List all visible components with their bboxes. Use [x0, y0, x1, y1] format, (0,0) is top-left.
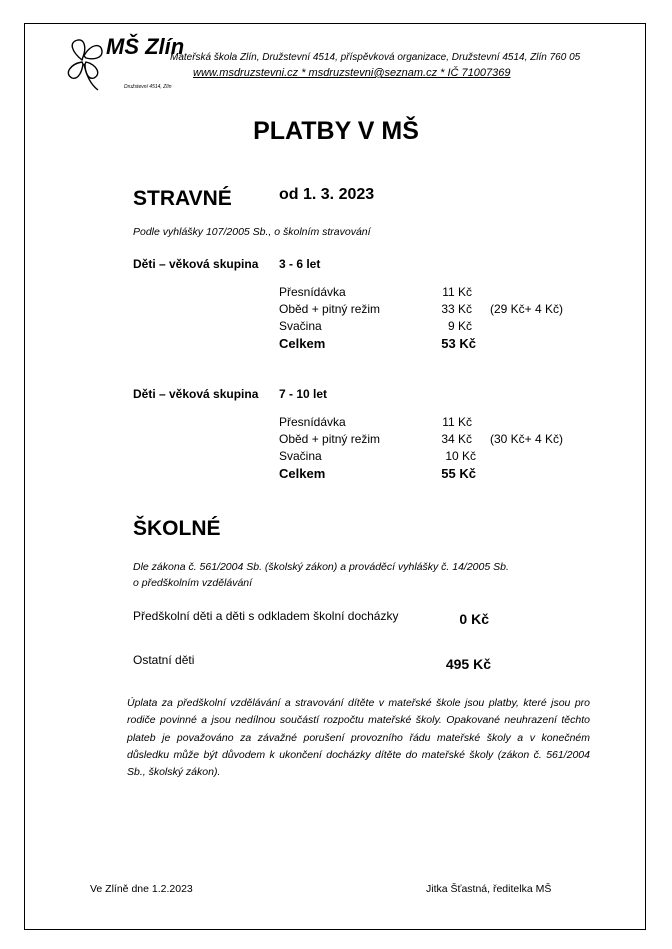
meal-name: Oběd + pitný režim — [279, 432, 381, 446]
meal-price: 9 Kč — [447, 319, 472, 333]
page-title: PLATBY V MŠ — [253, 117, 419, 145]
group-age: 3 - 6 let — [279, 257, 321, 271]
skolne-note-line1: Dle zákona č. 561/2004 Sb. (školský zákon) a prováděcí vyhlášky č. 14/2005 Sb. — [133, 561, 509, 573]
meal-price-breakdown: (29 Kč+ 4 Kč) — [490, 302, 564, 316]
meal-name: Oběd + pitný režim — [279, 302, 381, 316]
section-heading-skolne: ŠKOLNÉ — [133, 517, 221, 540]
group-age: 7 - 10 let — [279, 387, 328, 401]
meal-name: Přesnídávka — [279, 285, 346, 299]
payment-obligation-paragraph: Úplata za předškolní vzdělávání a stravování dítěte v mateřské škole jsou platby, které jsou pro rodiče povinné a jsou nedílnou součástí rozpočtu mateřské školy. Opakované neuhrazení těchto plateb je považováno za závažné porušení provozního řádu mateřské školy a v konečném důsledku může být důvodem k ukončení docházky dítěte do mateřské školy (zákon č. 561/2004 Sb., školský zákon). — [127, 697, 590, 779]
fee-label: Ostatní děti — [133, 653, 195, 667]
meal-price: 11 Kč — [442, 285, 472, 299]
meal-price: 33 Kč — [441, 302, 472, 316]
page-border — [24, 23, 646, 930]
meal-name: Svačina — [279, 449, 322, 463]
fee-label: Předškolní děti a děti s odkladem školní docházky — [133, 609, 399, 623]
meal-name: Svačina — [279, 319, 322, 333]
school-contacts[interactable]: www.msdruzstevni.cz * msdruzstevni@seznam.cz * IČ 71007369 — [193, 67, 511, 79]
meal-name: Přesnídávka — [279, 415, 346, 429]
logo-text: MŠ Zlín — [106, 34, 185, 59]
group-label: Děti – věková skupina — [133, 257, 259, 271]
group-label: Děti – věková skupina — [133, 387, 259, 401]
total-amount: 53 Kč — [441, 336, 476, 351]
meal-price: 10 Kč — [445, 449, 476, 463]
total-label: Celkem — [279, 336, 326, 351]
meal-price-breakdown: (30 Kč+ 4 Kč) — [490, 432, 564, 446]
meal-price: 11 Kč — [442, 415, 472, 429]
total-label: Celkem — [279, 466, 326, 481]
fee-amount: 0 Kč — [459, 611, 489, 627]
school-address: Mateřská škola Zlín, Družstevní 4514, příspěvková organizace, Družstevní 4514, Zlín 760 05 — [170, 52, 581, 63]
signature: Jitka Šťastná, ředitelka MŠ — [426, 883, 552, 895]
skolne-note-line2: o předškolním vzdělávání — [133, 577, 253, 589]
fee-amount: 495 Kč — [445, 656, 491, 672]
stravne-valid-from: od 1. 3. 2023 — [279, 186, 375, 203]
total-amount: 55 Kč — [441, 466, 476, 481]
place-and-date: Ve Zlíně dne 1.2.2023 — [90, 883, 193, 895]
school-logo — [62, 34, 185, 96]
meal-price: 34 Kč — [441, 432, 472, 446]
section-heading-stravne: STRAVNÉ — [133, 187, 232, 210]
stravne-note: Podle vyhlášky 107/2005 Sb., o školním stravování — [133, 226, 371, 238]
logo-subtext: Družstevní 4514, Zlín — [124, 84, 172, 90]
